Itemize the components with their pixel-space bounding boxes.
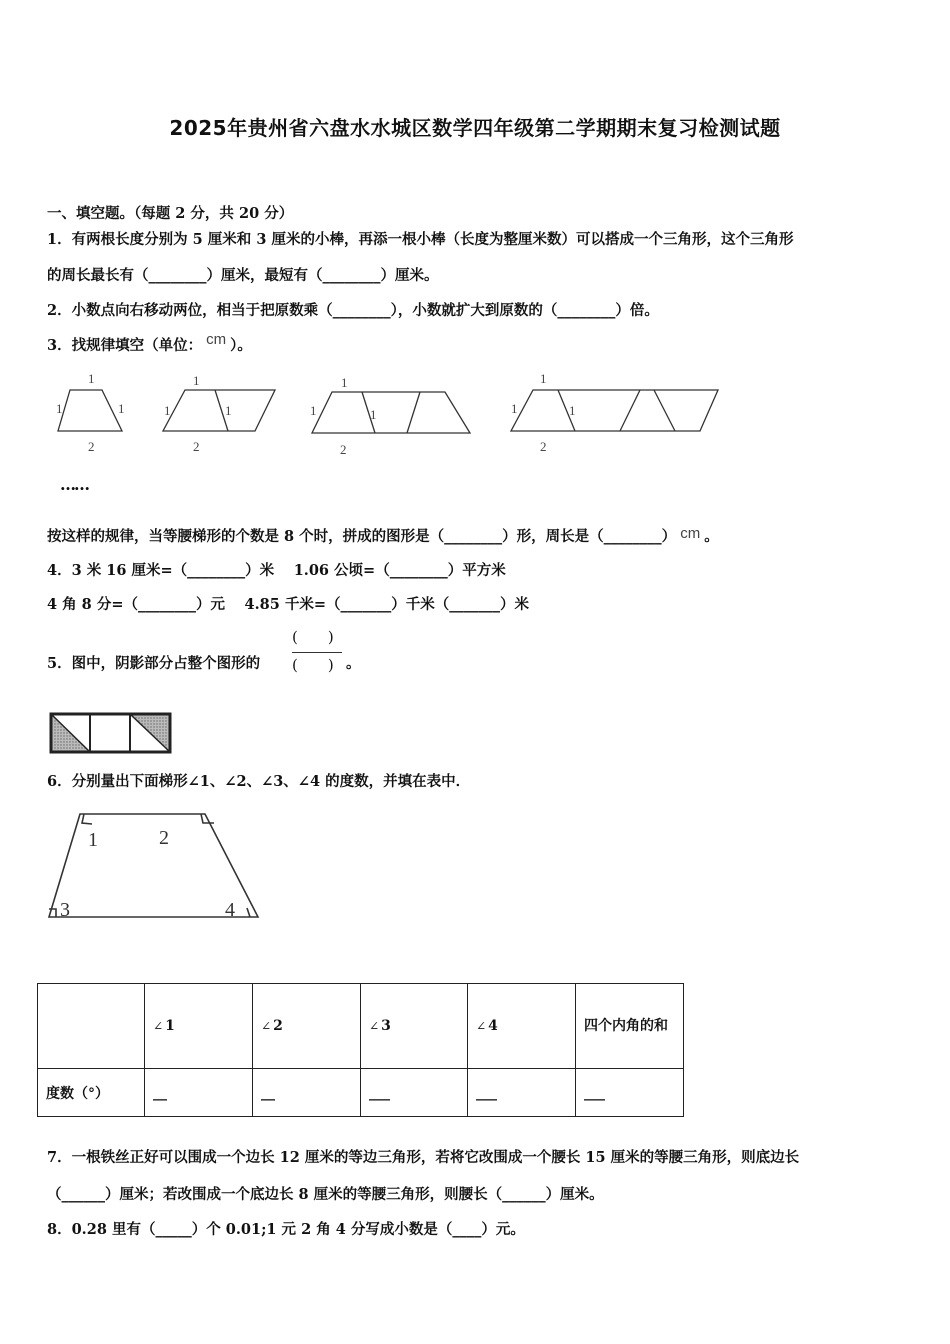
question-7-line-2: （______）厘米；若改围成一个底边长 8 厘米的等腰三角形，则腰长（______）厘米。 xyxy=(47,1186,604,1203)
ellipsis: …… xyxy=(60,475,88,494)
table-row-label: 度数（°） xyxy=(38,1069,145,1117)
table-row xyxy=(38,984,684,1069)
label-bottom-1: 2 xyxy=(88,439,95,454)
question-8: 8．0.28 里有（_____）个 0.01;1 元 2 角 4 分写成小数是（____）元。 xyxy=(47,1221,525,1238)
trapezoid-3 xyxy=(312,392,470,433)
parallelogram-2 xyxy=(163,390,275,431)
question-2: 2．小数点向右移动两位，相当于把原数乘（________），小数就扩大到原数的（________）倍。 xyxy=(47,302,659,319)
angle-symbol: ∠ xyxy=(369,1019,380,1033)
question-3-text: 3．找规律填空（单位： xyxy=(47,337,203,354)
section-heading: 一、填空题。（每题 2 分，共 20 分） xyxy=(47,205,294,222)
angle-label-2: 2 xyxy=(159,827,169,849)
question-3-line-2 xyxy=(47,525,719,546)
question-4-line-1: 4．3 米 16 厘米=（________）米 1.06 公顷=（________）平方米 xyxy=(47,562,506,579)
label-top-1: 1 xyxy=(88,371,95,386)
table-row xyxy=(38,1069,684,1117)
label-top-3: 1 xyxy=(341,375,348,390)
angle-label-1: 1 xyxy=(88,829,98,851)
table-cell-blank[interactable]: __ xyxy=(253,1069,361,1117)
label-top-4: 1 xyxy=(540,371,547,386)
question-4-line-2: 4 角 8 分=（________）元 4.85 千米=（_______）千米（_______）米 xyxy=(47,596,530,613)
question-1-line-1: 1．有两根长度分别为 5 厘米和 3 厘米的小棒，再添一根小棒（长度为整厘米数）可以搭成一个三角形，这个三角形 xyxy=(47,231,794,248)
table-cell-blank[interactable]: __ xyxy=(145,1069,253,1117)
angle-label-4: 4 xyxy=(225,899,235,921)
fraction-blank[interactable] xyxy=(290,624,346,680)
label-side-1b: 1 xyxy=(118,401,125,416)
table-header-sum: 四个内角的和 xyxy=(576,984,684,1069)
page-title: 2025年贵州省六盘水水城区数学四年级第二学期期末复习检测试题 xyxy=(169,116,781,140)
label-bottom-3: 2 xyxy=(340,442,347,457)
table-header-angle-1: ∠ 1 xyxy=(145,984,253,1069)
table-cell-blank[interactable]: ___ xyxy=(361,1069,468,1117)
shaded-squares-figure xyxy=(48,711,173,755)
trapezoid-pattern-figure xyxy=(40,365,740,505)
label-side-2a: 1 xyxy=(164,403,171,418)
label-side-1a: 1 xyxy=(56,401,63,416)
label-side-3a: 1 xyxy=(310,403,317,418)
label-bottom-4: 2 xyxy=(540,439,547,454)
question-5-text: 5．图中，阴影部分占整个图形的 xyxy=(47,655,261,672)
question-3-end: ）。 xyxy=(230,337,252,354)
fraction-bar xyxy=(292,652,342,653)
angle-symbol: ∠ xyxy=(476,1019,487,1033)
table-header-angle-4: ∠ 4 xyxy=(468,984,576,1069)
question-3-line-2-unit: cm xyxy=(680,525,701,542)
table-cell-blank[interactable]: ___ xyxy=(468,1069,576,1117)
question-3-line-2-end: 。 xyxy=(704,528,719,545)
label-side-4a: 1 xyxy=(511,401,518,416)
question-7-line-1: 7．一根铁丝正好可以围成一个边长 12 厘米的等边三角形，若将它改围成一个腰长 15 厘米的等腰三角形，则底边长 xyxy=(47,1149,800,1166)
table-header-angle-2: ∠ 2 xyxy=(253,984,361,1069)
parallelogram-4 xyxy=(511,390,718,431)
label-side-3b: 1 xyxy=(370,407,377,422)
label-side-4b: 1 xyxy=(569,403,576,418)
question-5-end: 。 xyxy=(346,655,361,672)
question-3-unit: cm xyxy=(206,331,227,348)
trapezoid-1 xyxy=(58,390,122,431)
table-header-empty xyxy=(38,984,145,1069)
question-3-line-2-text: 按这样的规律，当等腰梯形的个数是 8 个时，拼成的图形是（________）形，周长是（________） xyxy=(47,528,677,545)
question-1-line-2: 的周长最长有（________）厘米，最短有（________）厘米。 xyxy=(47,267,439,284)
fraction-numerator: ( ) xyxy=(292,628,334,646)
table-cell-blank[interactable]: ___ xyxy=(576,1069,684,1117)
label-bottom-2: 2 xyxy=(193,439,200,454)
label-top-2: 1 xyxy=(193,373,200,388)
trapezoid-angles-figure xyxy=(40,805,270,925)
question-3 xyxy=(47,331,252,355)
angle-label-3: 3 xyxy=(60,899,70,921)
angle-table xyxy=(37,983,684,1117)
fraction-denominator: ( ) xyxy=(292,656,334,674)
angle-symbol: ∠ xyxy=(153,1019,164,1033)
label-side-2b: 1 xyxy=(225,403,232,418)
table-header-angle-3: ∠ 3 xyxy=(361,984,468,1069)
question-6: 6．分别量出下面梯形∠1、∠2、∠3、∠4 的度数，并填在表中． xyxy=(47,773,471,790)
angle-symbol: ∠ xyxy=(261,1019,272,1033)
